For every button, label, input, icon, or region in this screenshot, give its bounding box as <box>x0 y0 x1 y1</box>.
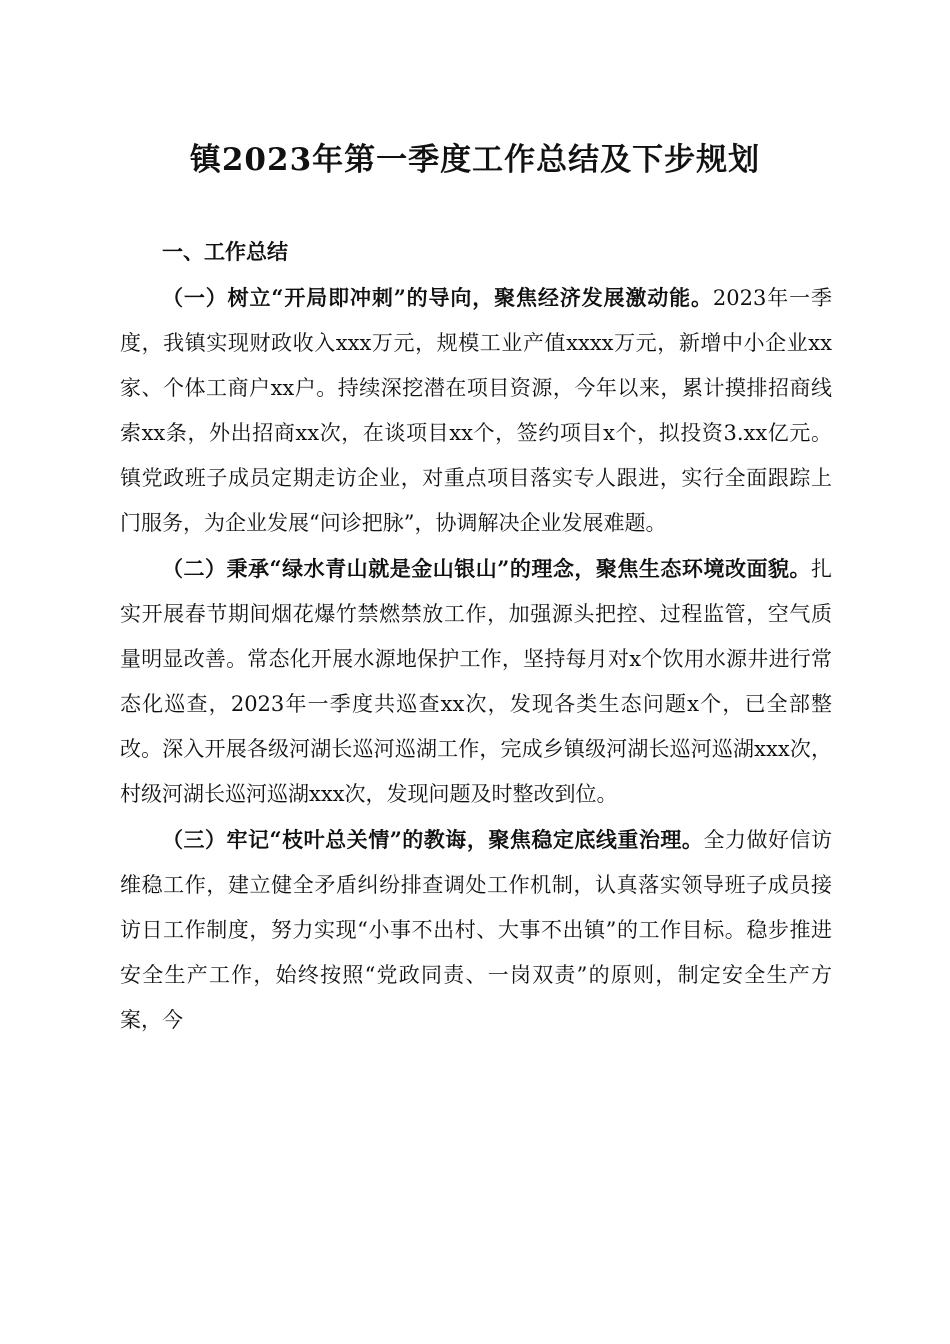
section-heading: 一、工作总结 <box>162 240 288 264</box>
paragraph-lead: （一）树立“开局即冲刺”的导向，聚焦经济发展激动能。 <box>162 285 713 310</box>
paragraph-stability <box>120 817 832 1043</box>
paragraph-ecology <box>120 546 832 817</box>
document-title: 镇2023年第一季度工作总结及下步规划 <box>189 142 761 178</box>
document-body <box>120 230 832 1043</box>
paragraph-body: 扎实开展春节期间烟花爆竹禁燃禁放工作，加强源头把控、过程监管，空气质量明显改善。常态化开展水源地保护工作，坚持每月对x个饮用水源井进行常态化巡查，2023年一季度共巡查xx次，发现各类生态问题x个，已全部整改。深入开展各级河湖长巡河巡湖工作，完成乡镇级河湖长巡河巡湖xxx次，村级河湖长巡河巡湖xxx次，发现问题及时整改到位。 <box>120 557 832 806</box>
paragraph-economy <box>120 275 832 546</box>
paragraph-body: 2023年一季度，我镇实现财政收入xxx万元，规模工业产值xxxx万元，新增中小企业xx家、个体工商户xx户。持续深挖潜在项目资源，今年以来，累计摸排招商线索xx条，外出招商xx次，在谈项目xx个，签约项目x个，拟投资3.xx亿元。镇党政班子成员定期走访企业，对重点项目落实专人跟进，实行全面跟踪上门服务，为企业发展“问诊把脉”，协调解决企业发展难题。 <box>120 286 832 535</box>
paragraph-lead: （二）秉承“绿水青山就是金山银山”的理念，聚焦生态环境改面貌。 <box>162 556 811 581</box>
paragraph-body: 全力做好信访维稳工作，建立健全矛盾纠纷排查调处工作机制，认真落实领导班子成员接访日工作制度，努力实现“小事不出村、大事不出镇”的工作目标。稳步推进安全生产工作，始终按照“党政同责、一岗双责”的原则，制定安全生产方案，今 <box>120 828 833 1032</box>
paragraph-lead: （三）牢记“枝叶总关情”的教诲，聚焦稳定底线重治理。 <box>162 827 704 852</box>
